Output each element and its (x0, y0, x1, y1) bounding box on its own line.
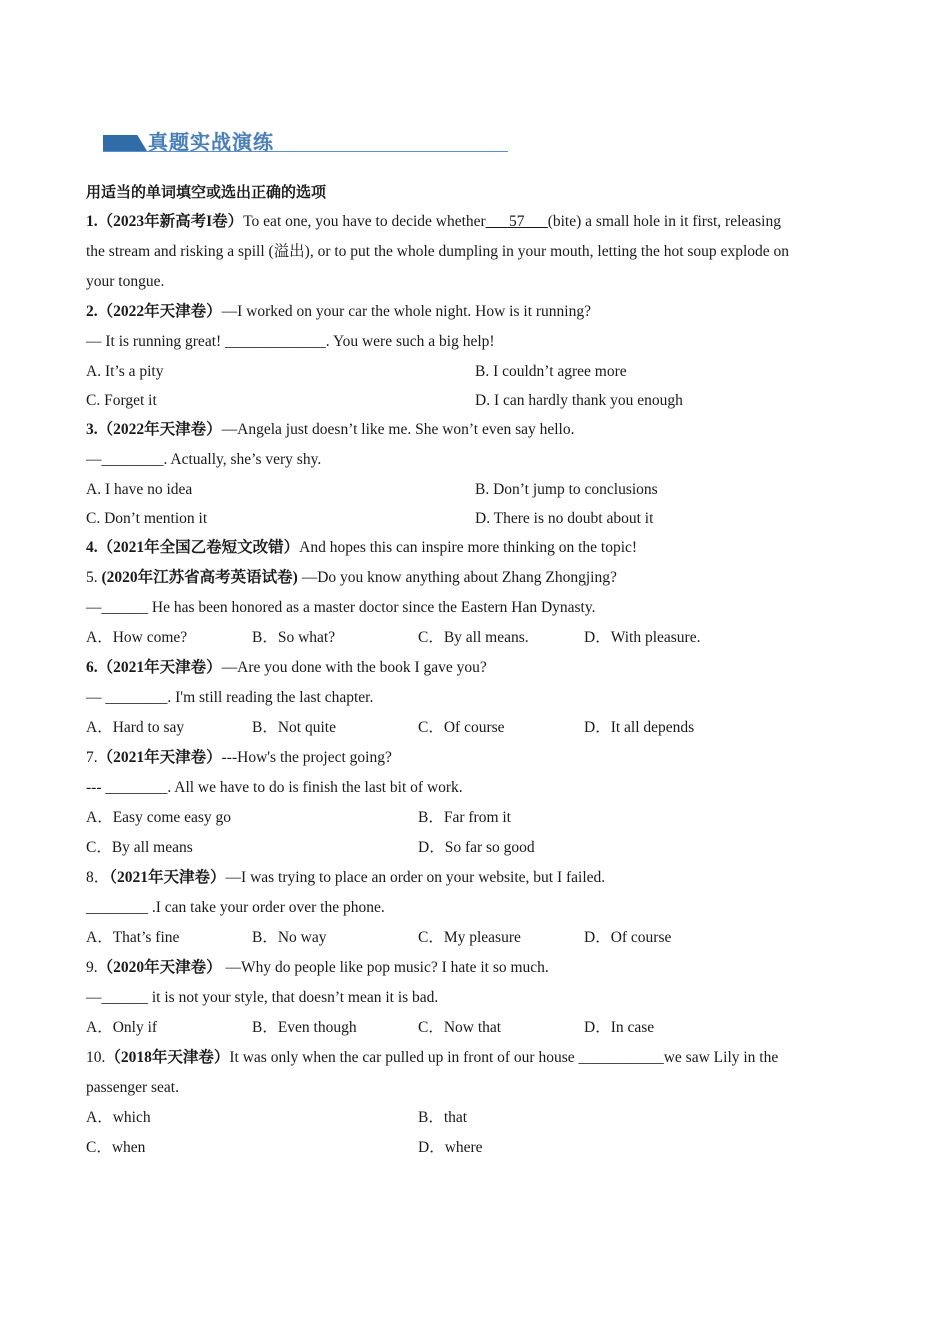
option-a[interactable]: A．That’s fine (86, 929, 180, 946)
option-d[interactable]: D．Of course (584, 929, 672, 946)
question-source: （2021年全国乙卷短文改错） (97, 539, 300, 556)
option-d[interactable]: D．It all depends (584, 719, 695, 736)
option-c[interactable]: C. Don’t mention it (86, 510, 208, 527)
option-d[interactable]: D．So far so good (418, 839, 535, 856)
question-2-reply: — It is running great! _____________. You were such a big help! (86, 333, 495, 350)
question-7-reply: --- ________. All we have to do is finish the last bit of work. (86, 779, 463, 796)
option-a[interactable]: A．Hard to say (86, 719, 185, 736)
question-10-options-row-1 (86, 1103, 866, 1133)
question-source: (2020年江苏省高考英语试卷) (101, 569, 298, 586)
question-5-options (86, 623, 866, 653)
option-a[interactable]: A. I have no idea (86, 481, 193, 498)
question-source: （2022年天津卷） (97, 303, 222, 320)
option-b[interactable]: B．So what? (252, 629, 336, 646)
option-c[interactable]: C．By all means (86, 839, 193, 856)
option-d[interactable]: D. I can hardly thank you enough (475, 392, 683, 409)
question-6-reply: — ________. I'm still reading the last chapter. (86, 689, 374, 706)
option-a[interactable]: A. It’s a pity (86, 363, 164, 380)
question-9-stem (86, 953, 866, 983)
question-source: （2021年天津卷） (97, 749, 222, 766)
question-text: (bite) a small hole in it first, releasing (547, 213, 781, 230)
question-number: 3. (86, 421, 98, 438)
question-10-options-row-2 (86, 1133, 866, 1163)
question-source: （2020年天津卷） (97, 959, 222, 976)
question-7-stem (86, 743, 866, 773)
question-source: （2022年天津卷） (97, 421, 222, 438)
option-c[interactable]: C．My pleasure (418, 929, 521, 946)
question-7-options-row-2 (86, 833, 866, 863)
question-text: —Why do people like pop music? I hate it so much. (221, 959, 549, 976)
question-3-reply: —________. Actually, she’s very shy. (86, 451, 322, 468)
question-8-options (86, 923, 866, 953)
option-d[interactable]: D．where (418, 1139, 483, 1156)
question-number: 7. (86, 749, 98, 766)
question-6-stem (86, 653, 866, 683)
question-1-line-2: the stream and risking a spill (溢出), or to put the whole dumpling in your mouth, letting the hot soup explode on (86, 243, 790, 260)
question-text: —I was trying to place an order on your website, but I failed. (225, 869, 606, 886)
question-number: 9. (86, 959, 98, 976)
question-1-line-1 (86, 207, 866, 237)
header-rule (103, 151, 508, 152)
question-5-stem (86, 563, 866, 593)
question-text: —Do you know anything about Zhang Zhongjing? (301, 569, 617, 586)
option-a[interactable]: A．Only if (86, 1019, 158, 1036)
question-2-options-row-1 (86, 357, 866, 386)
header-decoration-shape (103, 135, 147, 151)
question-source: （2021年天津卷） (109, 869, 226, 886)
question-10-line-2: passenger seat. (86, 1079, 179, 1096)
option-d[interactable]: D．In case (584, 1019, 655, 1036)
option-b[interactable]: B．No way (252, 929, 327, 946)
option-b[interactable]: B．Not quite (252, 719, 336, 736)
question-9-reply: —______ it is not your style, that doesn’t mean it is bad. (86, 989, 439, 1006)
question-number: 4. (86, 539, 98, 556)
question-7-options-row-1 (86, 803, 866, 833)
question-5-reply: —______ He has been honored as a master doctor since the Eastern Han Dynasty. (86, 599, 596, 616)
question-text: —I worked on your car the whole night. How is it running? (221, 303, 591, 320)
question-8-reply: ________ .I can take your order over the phone. (86, 899, 385, 916)
option-a[interactable]: A．which (86, 1109, 151, 1126)
question-2-options-row-2 (86, 386, 866, 415)
option-b[interactable]: B．Even though (252, 1019, 357, 1036)
option-a[interactable]: A．How come? (86, 629, 188, 646)
question-3-options-row-2 (86, 504, 866, 533)
option-a[interactable]: A．Easy come easy go (86, 809, 232, 826)
question-3-stem (86, 415, 866, 445)
question-number: 10. (86, 1049, 106, 1066)
question-text: It was only when the car pulled up in front of our house ___________we saw Lily in the (229, 1049, 779, 1066)
question-source: （2018年天津卷） (105, 1049, 230, 1066)
option-c[interactable]: C．By all means. (418, 629, 529, 646)
option-c[interactable]: C．Now that (418, 1019, 502, 1036)
section-title: 真题实战演练 (148, 130, 274, 154)
option-d[interactable]: D．With pleasure. (584, 629, 701, 646)
question-source: （2023年新高考I卷） (97, 213, 244, 230)
answer-blank: ___57___ (485, 213, 548, 230)
option-c[interactable]: C．Of course (418, 719, 505, 736)
question-number: 8． (86, 869, 110, 886)
section-header (103, 128, 508, 156)
question-text: —Are you done with the book I gave you? (221, 659, 487, 676)
question-2-stem (86, 297, 866, 327)
question-9-options (86, 1013, 866, 1043)
option-b[interactable]: B．Far from it (418, 809, 511, 826)
question-source: （2021年天津卷） (97, 659, 222, 676)
question-text: —Angela just doesn’t like me. She won’t even say hello. (221, 421, 575, 438)
question-list (86, 177, 866, 1163)
option-b[interactable]: B．that (418, 1109, 468, 1126)
question-text: ---How's the project going? (221, 749, 392, 766)
instruction: 用适当的单词填空或选出正确的选项 (86, 183, 327, 201)
question-4-stem (86, 533, 866, 563)
question-10-stem (86, 1043, 866, 1073)
question-text: And hopes this can inspire more thinking on the topic! (299, 539, 638, 556)
question-number: 2. (86, 303, 98, 320)
question-number: 1. (86, 213, 98, 230)
question-6-options (86, 713, 866, 743)
question-8-stem (86, 863, 866, 893)
option-b[interactable]: B. Don’t jump to conclusions (475, 481, 658, 498)
question-number: 6. (86, 659, 98, 676)
question-3-options-row-1 (86, 475, 866, 504)
question-number: 5. (86, 569, 98, 586)
question-text: To eat one, you have to decide whether (243, 213, 486, 230)
option-d[interactable]: D. There is no doubt about it (475, 510, 654, 527)
option-c[interactable]: C. Forget it (86, 392, 157, 409)
question-1-line-3: your tongue. (86, 273, 165, 290)
option-c[interactable]: C．when (86, 1139, 146, 1156)
option-b[interactable]: B. I couldn’t agree more (475, 363, 627, 380)
